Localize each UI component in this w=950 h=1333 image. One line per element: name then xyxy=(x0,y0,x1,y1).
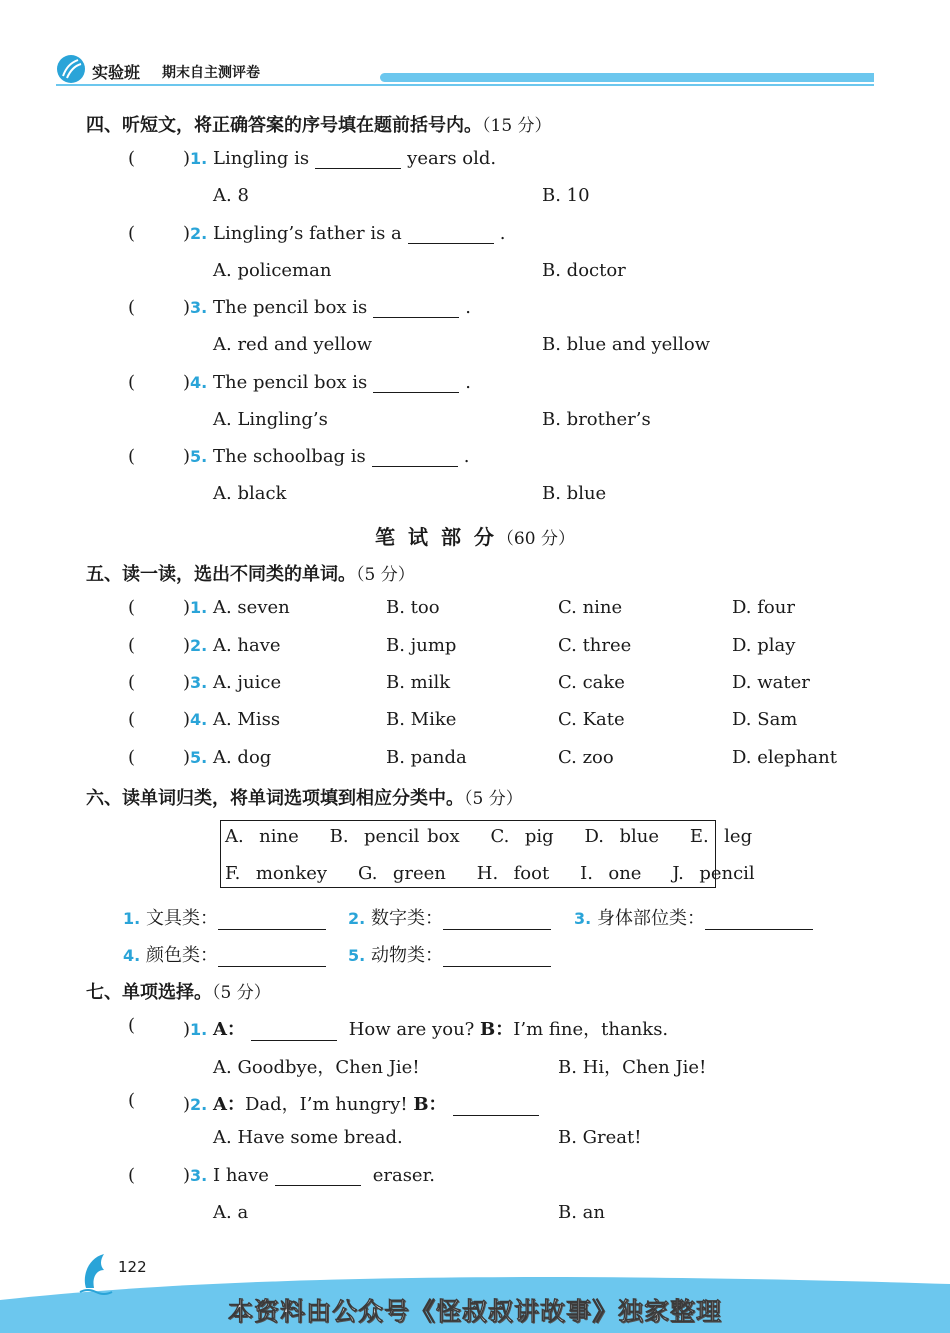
question-number: 4. xyxy=(190,710,208,729)
answer-paren-close: ) xyxy=(183,372,191,393)
section-5-title-text: 五、读一读，选出不同类的单词。 xyxy=(86,564,356,585)
question-5-3 xyxy=(183,672,281,693)
question-7-1 xyxy=(183,1015,668,1041)
written-points: （60 分） xyxy=(496,529,575,549)
answer-blank[interactable] xyxy=(373,374,459,393)
section-6-points: （5 分） xyxy=(464,789,523,809)
option-d: D. Sam xyxy=(732,709,798,730)
option-a: A. Goodbye，Chen Jie! xyxy=(213,1057,420,1078)
answer-paren-close: ) xyxy=(183,1019,191,1040)
question-text: . xyxy=(499,223,506,244)
answer-paren-close: ) xyxy=(183,747,191,768)
option-b: B. blue and yellow xyxy=(542,334,711,355)
category-stationery xyxy=(123,904,326,930)
header-subtitle: 期末自主测评卷 xyxy=(162,65,260,81)
option-a: A. have xyxy=(212,635,281,656)
question-text: eraser. xyxy=(372,1165,435,1186)
answer-blank[interactable] xyxy=(408,225,494,244)
logo-icon xyxy=(56,54,86,84)
answer-paren-open: ( xyxy=(128,1090,136,1111)
option-b: B. Hi，Chen Jie! xyxy=(558,1057,707,1078)
option-a: A. juice xyxy=(212,672,282,693)
answer-blank[interactable] xyxy=(251,1022,337,1041)
section-7-title-text: 七、单项选择。 xyxy=(86,982,212,1003)
question-text: The schoolbag is xyxy=(212,446,366,467)
question-4-5 xyxy=(183,446,470,467)
footer-watermark-text: 本资料由公众号《怪叔叔讲故事》独家整理 xyxy=(227,1297,722,1326)
option-c: C. nine xyxy=(558,597,623,618)
question-number: 5. xyxy=(190,447,208,466)
question-text: How are you? xyxy=(348,1019,475,1040)
question-number: 2. xyxy=(190,1095,208,1114)
option-d: D. four xyxy=(732,597,795,618)
answer-paren-open: ( xyxy=(128,372,136,393)
option-b: B. milk xyxy=(386,672,451,693)
section-7-title xyxy=(86,978,271,1004)
option-a: A. dog xyxy=(212,747,272,768)
header-divider xyxy=(56,84,874,86)
category-label: 颜色类： xyxy=(145,945,218,966)
option-b: B. doctor xyxy=(542,260,626,281)
speaker-a: A： xyxy=(212,1094,245,1115)
category-blank[interactable] xyxy=(443,911,551,930)
written-title-text: 笔 试 部 分 xyxy=(375,525,497,549)
option-a: A. black xyxy=(213,483,287,504)
header-bar xyxy=(380,73,874,82)
section-4-title-text: 四、听短文，将正确答案的序号填在题前括号内。 xyxy=(86,115,482,136)
question-4-1 xyxy=(183,148,496,169)
question-4-3 xyxy=(183,297,471,318)
category-label: 身体部位类： xyxy=(596,908,705,929)
question-5-5 xyxy=(183,747,271,768)
category-label: 文具类： xyxy=(145,908,218,929)
option-b: B. too xyxy=(386,597,440,618)
header-brand: 实验班 xyxy=(92,63,141,82)
question-number: 2. xyxy=(190,636,208,655)
category-blank[interactable] xyxy=(218,948,326,967)
question-4-4 xyxy=(183,372,471,393)
category-number: 2. xyxy=(348,909,366,928)
question-text: years old. xyxy=(407,148,497,169)
question-number: 4. xyxy=(190,373,208,392)
option-b: B. blue xyxy=(542,483,607,504)
answer-blank[interactable] xyxy=(373,299,459,318)
page-number: 122 xyxy=(118,1258,147,1276)
answer-blank[interactable] xyxy=(315,150,401,169)
section-4-points: （15 分） xyxy=(482,116,552,136)
option-a: A. Miss xyxy=(212,709,281,730)
question-number: 1. xyxy=(190,149,208,168)
question-text: Dad，I’m hungry! xyxy=(244,1094,408,1115)
option-b: B. jump xyxy=(386,635,457,656)
answer-paren-close: ) xyxy=(183,672,191,693)
option-c: C. Kate xyxy=(558,709,625,730)
question-text: . xyxy=(463,446,470,467)
section-6-title xyxy=(86,784,523,810)
question-text: Lingling’s father is a xyxy=(212,223,402,244)
category-animals xyxy=(348,941,551,967)
answer-paren-open: ( xyxy=(128,747,136,768)
word-box-row-2: F. monkey G. green H. foot I. one J. pencil xyxy=(225,863,755,884)
option-b: B. panda xyxy=(386,747,467,768)
answer-paren-open: ( xyxy=(128,597,136,618)
option-b: B. 10 xyxy=(542,185,590,206)
question-text: I have xyxy=(212,1165,269,1186)
speaker-a: A： xyxy=(212,1019,245,1040)
answer-paren-open: ( xyxy=(128,297,136,318)
section-5-points: （5 分） xyxy=(356,565,415,585)
answer-paren-open: ( xyxy=(128,223,136,244)
question-number: 3. xyxy=(190,298,208,317)
question-7-2 xyxy=(183,1090,545,1116)
section-5-title xyxy=(86,560,415,586)
option-a: A. Lingling’s xyxy=(213,409,328,430)
category-number: 1. xyxy=(123,909,141,928)
category-numbers xyxy=(348,904,551,930)
category-number: 5. xyxy=(348,946,366,965)
question-text: . xyxy=(465,372,472,393)
question-number: 2. xyxy=(190,224,208,243)
answer-paren-close: ) xyxy=(183,709,191,730)
option-b: B. brother’s xyxy=(542,409,651,430)
category-colors xyxy=(123,941,326,967)
option-d: D. play xyxy=(732,635,796,656)
question-5-1 xyxy=(183,597,290,618)
answer-paren-close: ) xyxy=(183,446,191,467)
answer-blank[interactable] xyxy=(372,448,458,467)
speaker-b: B： xyxy=(480,1019,514,1040)
category-blank[interactable] xyxy=(705,911,813,930)
section-4-title xyxy=(86,111,552,137)
dolphin-icon xyxy=(78,1248,118,1298)
answer-paren-open: ( xyxy=(128,635,136,656)
option-b: B. Mike xyxy=(386,709,457,730)
option-a: A. a xyxy=(213,1202,249,1223)
question-number: 1. xyxy=(190,598,208,617)
question-5-4 xyxy=(183,709,280,730)
question-text: . xyxy=(465,297,472,318)
answer-paren-close: ) xyxy=(183,1165,191,1186)
question-number: 5. xyxy=(190,748,208,767)
question-text: The pencil box is xyxy=(212,297,368,318)
answer-blank[interactable] xyxy=(453,1097,539,1116)
answer-paren-close: ) xyxy=(183,223,191,244)
answer-paren-open: ( xyxy=(128,446,136,467)
answer-paren-open: ( xyxy=(128,709,136,730)
category-number: 3. xyxy=(574,909,592,928)
option-a: A. Have some bread. xyxy=(213,1127,403,1148)
category-label: 动物类： xyxy=(370,945,443,966)
option-d: D. water xyxy=(732,672,810,693)
answer-paren-close: ) xyxy=(183,1094,191,1115)
question-7-3 xyxy=(183,1165,435,1186)
answer-blank[interactable] xyxy=(275,1167,361,1186)
question-number: 1. xyxy=(190,1020,208,1039)
option-a: A. seven xyxy=(212,597,290,618)
answer-paren-close: ) xyxy=(183,597,191,618)
answer-paren-close: ) xyxy=(183,635,191,656)
answer-paren-open: ( xyxy=(128,1165,136,1186)
answer-paren-open: ( xyxy=(128,1015,136,1036)
option-a: A. 8 xyxy=(213,185,249,206)
category-blank[interactable] xyxy=(218,911,326,930)
written-part-title xyxy=(0,521,950,550)
option-c: C. zoo xyxy=(558,747,614,768)
option-d: D. elephant xyxy=(732,747,837,768)
section-6-title-text: 六、读单词归类，将单词选项填到相应分类中。 xyxy=(86,788,464,809)
question-4-2 xyxy=(183,223,506,244)
section-7-points: （5 分） xyxy=(212,983,271,1003)
option-b: B. an xyxy=(558,1202,605,1223)
answer-paren-open: ( xyxy=(128,672,136,693)
option-c: C. cake xyxy=(558,672,625,693)
option-b: B. Great! xyxy=(558,1127,642,1148)
word-box-row-1: A. nine B. pencil box C. pig D. blue E. leg xyxy=(225,826,753,847)
question-text: I’m fine，thanks. xyxy=(513,1019,669,1040)
category-label: 数字类： xyxy=(370,908,443,929)
category-blank[interactable] xyxy=(443,948,551,967)
speaker-b: B： xyxy=(413,1094,447,1115)
answer-paren-close: ) xyxy=(183,148,191,169)
category-body-parts xyxy=(574,904,813,930)
question-number: 3. xyxy=(190,673,208,692)
option-a: A. policeman xyxy=(213,260,332,281)
answer-paren-close: ) xyxy=(183,297,191,318)
option-a: A. red and yellow xyxy=(213,334,373,355)
question-text: Lingling is xyxy=(212,148,310,169)
option-c: C. three xyxy=(558,635,632,656)
answer-paren-open: ( xyxy=(128,148,136,169)
question-number: 3. xyxy=(190,1166,208,1185)
question-5-2 xyxy=(183,635,281,656)
question-text: The pencil box is xyxy=(212,372,368,393)
category-number: 4. xyxy=(123,946,141,965)
